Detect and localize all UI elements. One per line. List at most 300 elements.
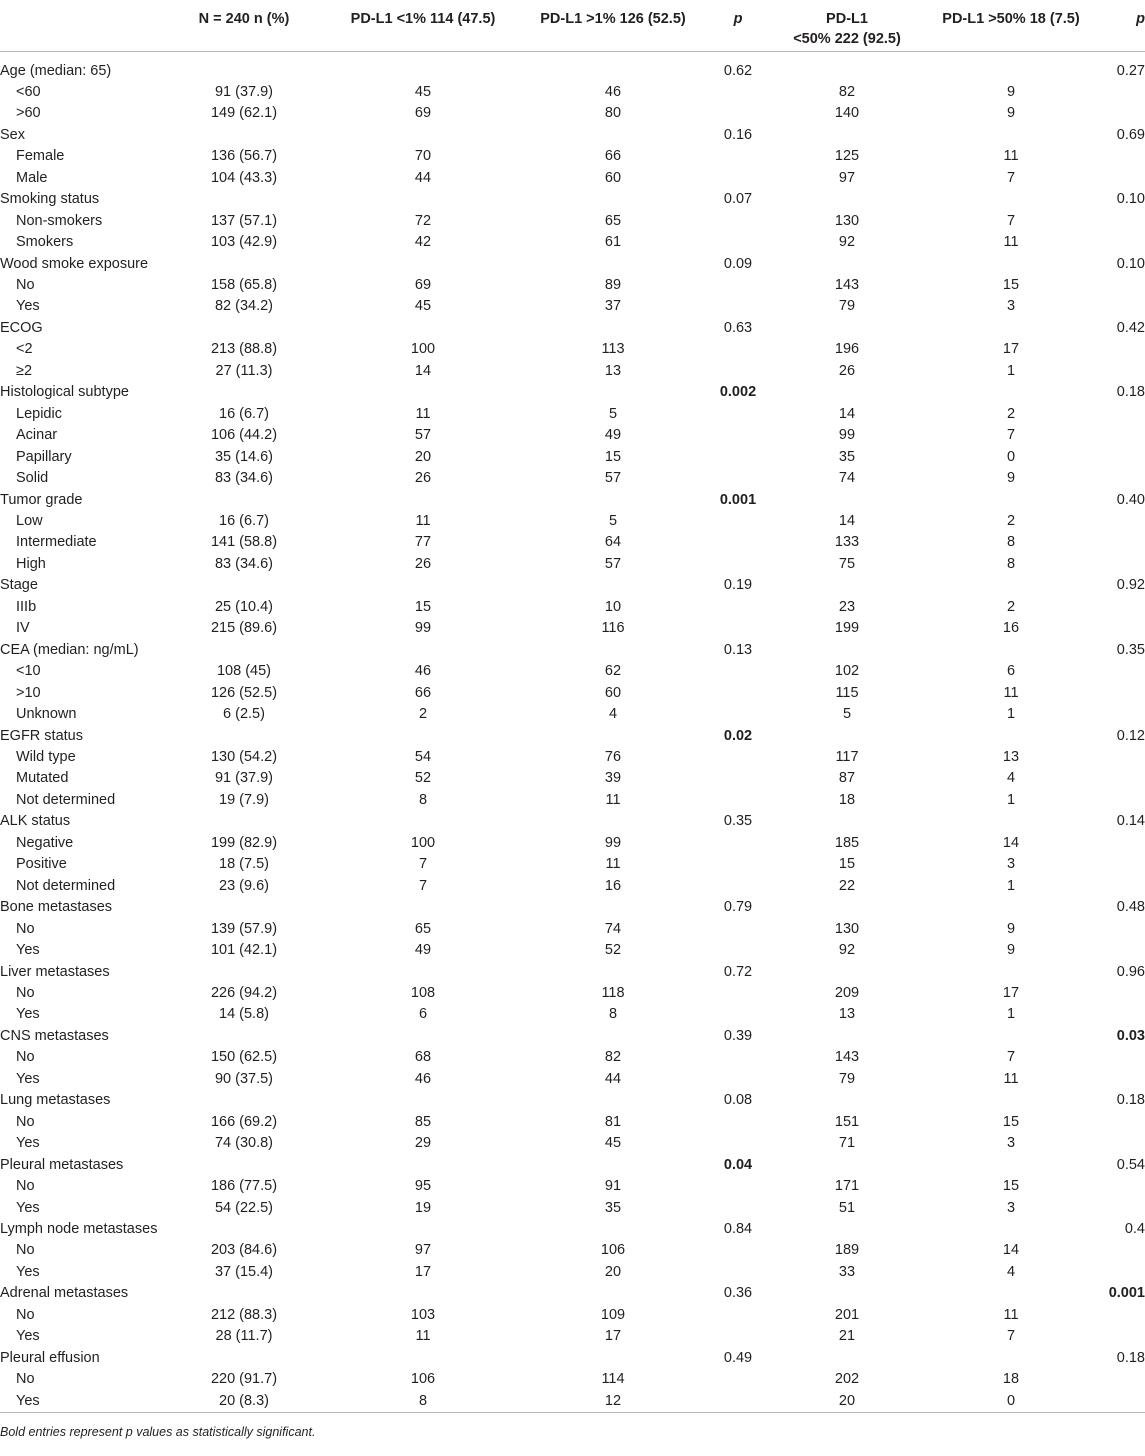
cell-pdl1-high50: 1 [1006, 1006, 1016, 1023]
cell-pdl1-low50 [768, 1219, 926, 1240]
table-row [0, 940, 1145, 961]
cell-p2 [1096, 747, 1145, 768]
cell-p2 [1096, 103, 1145, 124]
cell-total: 103 (42.9) [210, 234, 278, 251]
cell-pdl1-high50: 14 [1002, 834, 1020, 851]
cell-p1 [708, 275, 768, 296]
cell-total: 150 (62.5) [210, 1049, 278, 1066]
cell-pdl1-low1: 106 [410, 1371, 436, 1388]
cell-pdl1-low50: 201 [834, 1306, 860, 1323]
cell-p1 [708, 339, 768, 360]
cell-pdl1-high50: 0 [1006, 448, 1016, 465]
cell-p2: 0.10 [1116, 255, 1145, 272]
cell-pdl1-high50: 3 [1006, 1199, 1016, 1216]
cell-pdl1-low1: 99 [414, 620, 432, 637]
row-label: <10 [16, 663, 41, 680]
cell-pdl1-low1 [328, 125, 518, 146]
cell-p2 [1096, 1176, 1145, 1197]
cell-total: 82 (34.2) [214, 298, 274, 315]
cell-pdl1-low50: 82 [838, 83, 856, 100]
cell-p2: 0.18 [1116, 1092, 1145, 1109]
cell-p1: 0.002 [719, 384, 757, 401]
cell-total: 141 (58.8) [210, 534, 278, 551]
row-label: Wood smoke exposure [0, 255, 149, 272]
cell-p1 [708, 1391, 768, 1413]
cell-p2 [1096, 618, 1145, 639]
cell-pdl1-low50: 18 [838, 791, 856, 808]
cell-p1: 0.79 [723, 899, 753, 916]
cell-pdl1-high1: 116 [601, 620, 625, 637]
cell-pdl1-low1: 54 [414, 749, 432, 765]
table-row [0, 1155, 1145, 1176]
cell-pdl1-low1: 45 [414, 298, 432, 315]
cell-pdl1-high1: 109 [600, 1306, 626, 1323]
cell-p1 [708, 1369, 768, 1390]
cell-p2 [1096, 511, 1145, 532]
cell-pdl1-high1: 99 [604, 834, 622, 851]
cell-p2 [1096, 296, 1145, 317]
cell-p1: 0.001 [719, 491, 757, 508]
cell-pdl1-high1: 80 [604, 105, 622, 122]
cell-pdl1-high1: 17 [604, 1328, 622, 1345]
cell-pdl1-high1: 57 [604, 555, 622, 572]
cell-p2 [1096, 339, 1145, 360]
cell-pdl1-high50: 9 [1006, 83, 1016, 100]
cell-pdl1-low1: 70 [414, 148, 432, 165]
cell-pdl1-low1 [328, 51, 518, 82]
row-label: Yes [16, 1135, 40, 1152]
cell-total: 139 (57.9) [210, 920, 278, 937]
table-row [0, 1305, 1145, 1326]
cell-pdl1-low50: 13 [838, 1006, 856, 1023]
cell-total: 212 (88.3) [210, 1306, 278, 1323]
cell-pdl1-high1 [518, 726, 708, 747]
cell-pdl1-low50: 143 [834, 277, 860, 294]
table-row [0, 811, 1145, 832]
cell-pdl1-high1: 65 [604, 212, 622, 229]
cell-pdl1-high1: 60 [604, 169, 622, 186]
row-label: Tumor grade [0, 491, 83, 508]
cell-p1 [708, 296, 768, 317]
row-label: Solid [16, 470, 49, 487]
cell-pdl1-low50: 14 [838, 405, 856, 422]
cell-pdl1-low50: 130 [834, 212, 860, 229]
table-row [0, 232, 1145, 253]
cell-p1 [708, 940, 768, 961]
cell-p1: 0.49 [723, 1349, 753, 1366]
table-row [0, 1069, 1145, 1090]
cell-pdl1-low50: 92 [838, 234, 856, 251]
cell-p1 [708, 747, 768, 768]
cell-p2: 0.18 [1116, 384, 1145, 401]
cell-total: 6 (2.5) [223, 706, 265, 723]
row-label: EGFR status [0, 727, 83, 744]
cell-pdl1-high50 [926, 125, 1096, 146]
cell-pdl1-low1: 85 [414, 1113, 432, 1130]
cell-pdl1-high50 [926, 1283, 1096, 1304]
cell-total [160, 189, 328, 210]
cell-pdl1-high1: 62 [604, 663, 622, 680]
cell-p2 [1096, 1369, 1145, 1390]
row-label: IIIb [16, 598, 37, 615]
cell-pdl1-low1 [328, 1155, 518, 1176]
cell-p2: 0.18 [1116, 1349, 1145, 1366]
cell-pdl1-high1 [518, 125, 708, 146]
row-label: CEA (median: ng/mL) [0, 641, 139, 658]
cell-pdl1-low50: 51 [838, 1199, 856, 1216]
cell-p1 [708, 661, 768, 682]
cell-total [160, 1155, 328, 1176]
cell-pdl1-high50: 11 [1003, 1070, 1019, 1087]
cell-pdl1-high1: 8 [608, 1006, 618, 1023]
header-p1 [708, 0, 768, 51]
cell-pdl1-high50 [926, 640, 1096, 661]
row-label: Yes [16, 942, 40, 959]
cell-p2: 0.42 [1116, 319, 1145, 336]
cell-p1 [708, 768, 768, 789]
cell-pdl1-low1 [328, 897, 518, 918]
cell-pdl1-low50: 21 [838, 1328, 856, 1345]
cell-total: 226 (94.2) [210, 984, 278, 1001]
cell-pdl1-low1: 8 [418, 1392, 428, 1409]
cell-pdl1-low1: 103 [410, 1306, 436, 1323]
cell-p1 [708, 82, 768, 103]
cell-p1 [708, 597, 768, 618]
cell-p2: 0.96 [1116, 963, 1145, 980]
cell-pdl1-high1 [518, 1155, 708, 1176]
header-pdl1-low50-line1: PD-L1 [826, 11, 868, 27]
cell-pdl1-low1 [328, 254, 518, 275]
header-p1-text: p [733, 11, 743, 27]
cell-p2 [1096, 1326, 1145, 1347]
cell-pdl1-high50: 1 [1006, 877, 1016, 894]
cell-p1: 0.04 [723, 1156, 753, 1173]
cell-p1: 0.72 [723, 963, 753, 980]
cell-total: 91 (37.9) [214, 83, 274, 100]
cell-pdl1-low50 [768, 1090, 926, 1111]
cell-pdl1-high50 [926, 51, 1096, 82]
cell-total [160, 318, 328, 339]
table-row [0, 618, 1145, 639]
cell-pdl1-high50: 1 [1006, 791, 1016, 808]
cell-pdl1-low50: 71 [838, 1135, 856, 1152]
table-row [0, 554, 1145, 575]
cell-p2 [1096, 790, 1145, 811]
cell-p1 [708, 919, 768, 940]
cell-p2 [1096, 940, 1145, 961]
cell-p2 [1096, 1262, 1145, 1283]
row-label: Sex [0, 126, 25, 143]
cell-p1: 0.36 [723, 1285, 753, 1302]
cell-total: 20 (8.3) [219, 1392, 269, 1409]
row-label: <2 [16, 341, 33, 358]
cell-total: 104 (43.3) [210, 169, 278, 186]
cell-pdl1-low1: 68 [414, 1049, 432, 1066]
cell-total [160, 1348, 328, 1369]
cell-pdl1-high50: 2 [1006, 598, 1016, 615]
cell-pdl1-high1 [518, 51, 708, 82]
cell-pdl1-high1: 44 [604, 1070, 622, 1087]
table-row [0, 1133, 1145, 1154]
cell-p1 [708, 618, 768, 639]
cell-pdl1-high50 [926, 318, 1096, 339]
cell-pdl1-high1 [518, 490, 708, 511]
cell-total [160, 1219, 328, 1240]
cell-pdl1-high1: 106 [600, 1242, 626, 1259]
cell-p2 [1096, 876, 1145, 897]
table-row [0, 897, 1145, 918]
cell-total [160, 1283, 328, 1304]
row-label: Lung metastases [0, 1092, 111, 1109]
cell-total: 23 (9.6) [219, 877, 269, 894]
cell-pdl1-low50: 75 [838, 555, 856, 572]
table-row [0, 1176, 1145, 1197]
cell-pdl1-high1: 35 [604, 1199, 622, 1216]
row-label: Female [16, 148, 65, 165]
cell-total: 14 (5.8) [219, 1006, 269, 1023]
cell-pdl1-high1 [518, 962, 708, 983]
row-label: Pleural metastases [0, 1156, 124, 1173]
cell-pdl1-high1 [518, 1348, 708, 1369]
cell-pdl1-low50: 5 [842, 706, 852, 723]
cell-pdl1-low1 [328, 318, 518, 339]
cell-pdl1-low1 [328, 189, 518, 210]
cell-pdl1-low50: 117 [835, 749, 859, 765]
cell-p2 [1096, 683, 1145, 704]
cell-pdl1-low50: 87 [838, 770, 856, 787]
row-label: Yes [16, 1070, 40, 1087]
cell-pdl1-high1: 76 [604, 749, 622, 765]
cell-pdl1-low50: 202 [834, 1371, 860, 1388]
cell-total: 74 (30.8) [214, 1135, 274, 1152]
row-label: Non-smokers [16, 212, 103, 229]
table-row [0, 854, 1145, 875]
cell-p2 [1096, 833, 1145, 854]
cell-pdl1-high1: 114 [601, 1371, 625, 1388]
cell-p1 [708, 983, 768, 1004]
cell-p1 [708, 683, 768, 704]
cell-p2 [1096, 854, 1145, 875]
cell-pdl1-low1: 46 [414, 663, 432, 680]
cell-p1 [708, 404, 768, 425]
cell-p2: 0.40 [1116, 491, 1145, 508]
table-row [0, 919, 1145, 940]
row-label: CNS metastases [0, 1027, 109, 1044]
cell-pdl1-low50 [768, 125, 926, 146]
cell-pdl1-low50: 33 [838, 1263, 856, 1280]
cell-pdl1-low1: 14 [414, 362, 432, 379]
header-p2-text: p [1136, 11, 1145, 27]
cell-pdl1-low1 [328, 1219, 518, 1240]
cell-pdl1-high1 [518, 640, 708, 661]
row-label: Bone metastases [0, 899, 113, 916]
cell-total [160, 897, 328, 918]
cell-p2: 0.10 [1116, 191, 1145, 208]
cell-pdl1-high1: 91 [604, 1178, 622, 1195]
cell-pdl1-low1: 6 [418, 1006, 428, 1023]
cell-pdl1-low50: 74 [838, 470, 856, 487]
cell-pdl1-high1: 12 [604, 1392, 622, 1409]
cell-total [160, 125, 328, 146]
cell-pdl1-low50: 26 [838, 362, 856, 379]
row-label: Mutated [16, 770, 69, 787]
cell-total [160, 382, 328, 403]
row-label: Negative [16, 834, 74, 851]
cell-pdl1-high1: 82 [604, 1049, 622, 1066]
row-label: No [16, 277, 35, 294]
cell-p2: 0.92 [1116, 577, 1145, 594]
cell-pdl1-high50 [926, 811, 1096, 832]
cell-p1 [708, 146, 768, 167]
row-label: Papillary [16, 448, 72, 465]
header-row [0, 0, 1145, 51]
table-row [0, 1369, 1145, 1390]
cell-p2: 0.35 [1116, 641, 1145, 658]
row-label: ALK status [0, 813, 71, 830]
table-row [0, 683, 1145, 704]
cell-pdl1-high50 [926, 1155, 1096, 1176]
cell-pdl1-high1: 81 [604, 1113, 622, 1130]
header-p2 [1096, 0, 1145, 51]
cell-pdl1-low1: 11 [415, 513, 431, 530]
cell-total [160, 962, 328, 983]
cell-p2 [1096, 211, 1145, 232]
row-label: Wild type [16, 749, 76, 765]
row-label: Yes [16, 1328, 40, 1345]
row-label: ≥2 [16, 362, 33, 379]
cell-p2 [1096, 275, 1145, 296]
cell-p2: 0.03 [1116, 1027, 1145, 1044]
cell-total: 83 (34.6) [214, 470, 274, 487]
cell-p2 [1096, 983, 1145, 1004]
cell-p1 [708, 103, 768, 124]
cell-total: 16 (6.7) [219, 405, 269, 422]
cell-p1 [708, 1069, 768, 1090]
row-label: No [16, 920, 35, 937]
cell-pdl1-low50 [768, 1348, 926, 1369]
row-label: >10 [16, 684, 41, 701]
cell-pdl1-low50: 185 [834, 834, 860, 851]
cell-p2: 0.69 [1116, 126, 1145, 143]
cell-total: 101 (42.1) [210, 942, 278, 959]
cell-pdl1-high50: 15 [1002, 1113, 1020, 1130]
cell-pdl1-low50: 35 [838, 448, 856, 465]
cell-p1 [708, 1262, 768, 1283]
cell-pdl1-low1: 95 [414, 1178, 432, 1195]
cell-pdl1-low1 [328, 490, 518, 511]
cell-pdl1-high1: 11 [605, 791, 621, 808]
row-label: No [16, 1242, 35, 1259]
cell-pdl1-low50 [768, 318, 926, 339]
cell-pdl1-low50: 102 [834, 663, 860, 680]
row-label: Yes [16, 1392, 40, 1409]
table-row [0, 254, 1145, 275]
cell-p1 [708, 1004, 768, 1025]
cell-pdl1-low1: 26 [414, 470, 432, 487]
cell-pdl1-high50: 9 [1006, 470, 1016, 487]
cell-p1 [708, 1133, 768, 1154]
cell-pdl1-high1: 52 [604, 942, 622, 959]
cell-pdl1-low50: 23 [838, 598, 856, 615]
header-variable [0, 0, 160, 51]
table-row [0, 1026, 1145, 1047]
cell-p1 [708, 1112, 768, 1133]
cell-p2 [1096, 468, 1145, 489]
table-row [0, 211, 1145, 232]
cell-pdl1-high50: 2 [1006, 513, 1016, 530]
cell-pdl1-low50: 125 [834, 148, 860, 165]
cell-pdl1-low50 [768, 254, 926, 275]
cell-pdl1-high50 [926, 1090, 1096, 1111]
cell-pdl1-high1: 61 [604, 234, 622, 251]
cell-pdl1-low1: 11 [415, 1328, 431, 1345]
cell-p1 [708, 1240, 768, 1261]
cell-p1: 0.39 [723, 1027, 753, 1044]
cell-p1 [708, 1047, 768, 1068]
cell-pdl1-high1 [518, 1026, 708, 1047]
cell-pdl1-high50: 3 [1006, 856, 1016, 873]
cell-pdl1-high1 [518, 1283, 708, 1304]
cell-pdl1-high50 [926, 1348, 1096, 1369]
cell-pdl1-low50 [768, 1283, 926, 1304]
cell-p2 [1096, 1240, 1145, 1261]
cell-pdl1-high50: 7 [1006, 427, 1016, 444]
cell-pdl1-low1: 15 [414, 598, 432, 615]
cell-pdl1-low1: 8 [418, 791, 428, 808]
cell-pdl1-high50 [926, 726, 1096, 747]
cell-pdl1-low1: 65 [414, 920, 432, 937]
cell-pdl1-low1: 57 [414, 427, 432, 444]
cell-total: 158 (65.8) [210, 277, 278, 294]
row-label: Adrenal metastases [0, 1285, 129, 1302]
cell-pdl1-high1: 39 [604, 770, 622, 787]
cell-p2 [1096, 425, 1145, 446]
row-label: Histological subtype [0, 384, 129, 401]
row-label: Male [16, 169, 48, 186]
cell-pdl1-high50: 1 [1006, 706, 1016, 723]
table-row [0, 1112, 1145, 1133]
cell-p2: 0.48 [1116, 899, 1145, 916]
cell-pdl1-high50: 8 [1006, 555, 1016, 572]
cell-pdl1-high50 [926, 962, 1096, 983]
cell-p2 [1096, 82, 1145, 103]
cell-total: 130 (54.2) [210, 749, 278, 765]
cell-pdl1-low1: 97 [414, 1242, 432, 1259]
cell-pdl1-high50: 2 [1006, 405, 1016, 422]
table-row [0, 511, 1145, 532]
cell-pdl1-high1: 16 [604, 877, 622, 894]
cell-p2 [1096, 768, 1145, 789]
cell-pdl1-low1 [328, 1026, 518, 1047]
row-label: No [16, 1049, 35, 1066]
cell-total: 199 (82.9) [210, 834, 278, 851]
cell-pdl1-high1 [518, 897, 708, 918]
table-row [0, 447, 1145, 468]
cell-pdl1-high1 [518, 318, 708, 339]
cell-total [160, 1090, 328, 1111]
table-row [0, 1348, 1145, 1369]
cell-pdl1-high50 [926, 382, 1096, 403]
cell-pdl1-low1: 17 [414, 1263, 432, 1280]
cell-pdl1-low1: 52 [414, 770, 432, 787]
cell-p1 [708, 704, 768, 725]
cell-pdl1-low50: 115 [835, 684, 859, 701]
table-row [0, 983, 1145, 1004]
cell-total [160, 640, 328, 661]
cell-pdl1-low50: 140 [834, 105, 860, 122]
cell-p2: 0.54 [1116, 1156, 1145, 1173]
cell-p1: 0.09 [723, 255, 753, 272]
